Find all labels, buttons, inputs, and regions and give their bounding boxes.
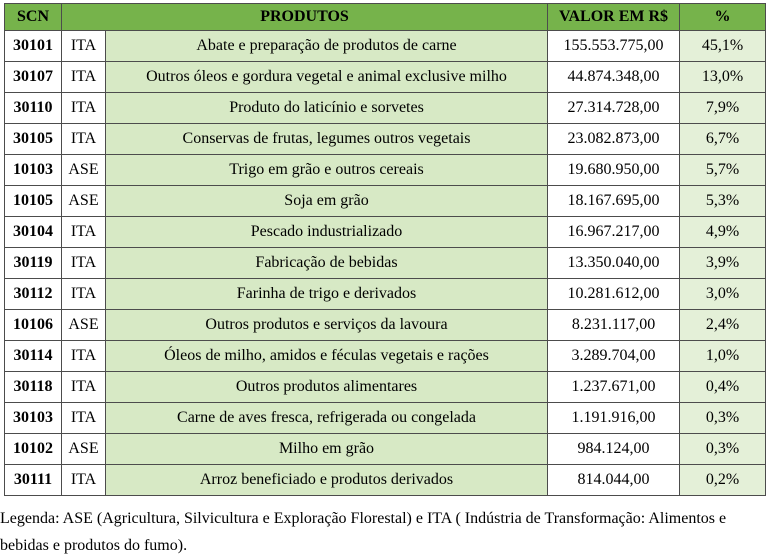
table-body (5, 31, 766, 496)
value-brl: 984.124,00 (548, 434, 680, 465)
product-name: Outros produtos e serviços da lavoura (106, 310, 548, 341)
product-name: Carne de aves fresca, refrigerada ou congelada (106, 403, 548, 434)
scn-code: 30107 (5, 62, 62, 93)
share-percent: 0,4% (680, 372, 766, 403)
share-percent: 45,1% (680, 31, 766, 62)
table-row (5, 465, 766, 496)
value-brl: 814.044,00 (548, 465, 680, 496)
product-name: Fabricação de bebidas (106, 248, 548, 279)
share-percent: 0,3% (680, 434, 766, 465)
legend-note (0, 505, 768, 559)
header-produtos: PRODUTOS (62, 4, 548, 31)
scn-code: 10106 (5, 310, 62, 341)
value-brl: 44.874.348,00 (548, 62, 680, 93)
sector-code: ASE (62, 155, 106, 186)
table-header-row (5, 4, 766, 31)
product-name: Trigo em grão e outros cereais (106, 155, 548, 186)
value-brl: 27.314.728,00 (548, 93, 680, 124)
sector-code: ITA (62, 341, 106, 372)
scn-code: 10105 (5, 186, 62, 217)
scn-code: 30119 (5, 248, 62, 279)
table-row (5, 124, 766, 155)
header-valor: VALOR EM R$ (548, 4, 680, 31)
value-brl: 1.191.916,00 (548, 403, 680, 434)
value-brl: 19.680.950,00 (548, 155, 680, 186)
product-name: Abate e preparação de produtos de carne (106, 31, 548, 62)
scn-code: 30114 (5, 341, 62, 372)
legend-line: Legenda: ASE (Agricultura, Silvicultura e Exploração Florestal) e ITA ( Indústria de Transformação: Alimentos e (0, 510, 727, 527)
product-name: Arroz beneficiado e produtos derivados (106, 465, 548, 496)
sector-code: ITA (62, 62, 106, 93)
share-percent: 4,9% (680, 217, 766, 248)
scn-code: 30112 (5, 279, 62, 310)
product-name: Pescado industrializado (106, 217, 548, 248)
product-name: Produto do laticínio e sorvetes (106, 93, 548, 124)
scn-code: 30104 (5, 217, 62, 248)
table-row (5, 372, 766, 403)
share-percent: 5,7% (680, 155, 766, 186)
share-percent: 7,9% (680, 93, 766, 124)
table-row (5, 403, 766, 434)
scn-code: 10102 (5, 434, 62, 465)
table-row (5, 341, 766, 372)
table-row (5, 62, 766, 93)
sector-code: ITA (62, 93, 106, 124)
value-brl: 13.350.040,00 (548, 248, 680, 279)
value-brl: 23.082.873,00 (548, 124, 680, 155)
share-percent: 1,0% (680, 341, 766, 372)
sector-code: ASE (62, 186, 106, 217)
header-scn: SCN (5, 4, 62, 31)
scn-code: 30101 (5, 31, 62, 62)
sector-code: ITA (62, 403, 106, 434)
product-name: Farinha de trigo e derivados (106, 279, 548, 310)
share-percent: 13,0% (680, 62, 766, 93)
table-row (5, 186, 766, 217)
scn-code: 30111 (5, 465, 62, 496)
value-brl: 8.231.117,00 (548, 310, 680, 341)
scn-code: 30105 (5, 124, 62, 155)
value-brl: 3.289.704,00 (548, 341, 680, 372)
sector-code: ITA (62, 31, 106, 62)
sector-code: ITA (62, 248, 106, 279)
share-percent: 6,7% (680, 124, 766, 155)
sector-code: ITA (62, 279, 106, 310)
table-row (5, 434, 766, 465)
scn-code: 30118 (5, 372, 62, 403)
table-row (5, 310, 766, 341)
table-row (5, 31, 766, 62)
table-row (5, 217, 766, 248)
sector-code: ASE (62, 434, 106, 465)
value-brl: 10.281.612,00 (548, 279, 680, 310)
share-percent: 3,0% (680, 279, 766, 310)
sector-code: ITA (62, 217, 106, 248)
share-percent: 0,3% (680, 403, 766, 434)
product-name: Outros óleos e gordura vegetal e animal exclusive milho (106, 62, 548, 93)
value-brl: 18.167.695,00 (548, 186, 680, 217)
value-brl: 155.553.775,00 (548, 31, 680, 62)
table-row (5, 93, 766, 124)
table-row (5, 248, 766, 279)
table-row (5, 279, 766, 310)
scn-code: 10103 (5, 155, 62, 186)
scn-code: 30110 (5, 93, 62, 124)
sector-code: ASE (62, 310, 106, 341)
scn-code: 30103 (5, 403, 62, 434)
value-brl: 16.967.217,00 (548, 217, 680, 248)
share-percent: 5,3% (680, 186, 766, 217)
product-name: Conservas de frutas, legumes outros vegetais (106, 124, 548, 155)
share-percent: 2,4% (680, 310, 766, 341)
sector-code: ITA (62, 372, 106, 403)
product-name: Soja em grão (106, 186, 548, 217)
products-table (4, 3, 766, 496)
sector-code: ITA (62, 124, 106, 155)
share-percent: 0,2% (680, 465, 766, 496)
value-brl: 1.237.671,00 (548, 372, 680, 403)
product-name: Óleos de milho, amidos e féculas vegetais e rações (106, 341, 548, 372)
header-percent: % (680, 4, 766, 31)
product-name: Outros produtos alimentares (106, 372, 548, 403)
product-name: Milho em grão (106, 434, 548, 465)
sector-code: ITA (62, 465, 106, 496)
legend-line: bebidas e produtos do fumo). (0, 537, 188, 554)
table-row (5, 155, 766, 186)
share-percent: 3,9% (680, 248, 766, 279)
